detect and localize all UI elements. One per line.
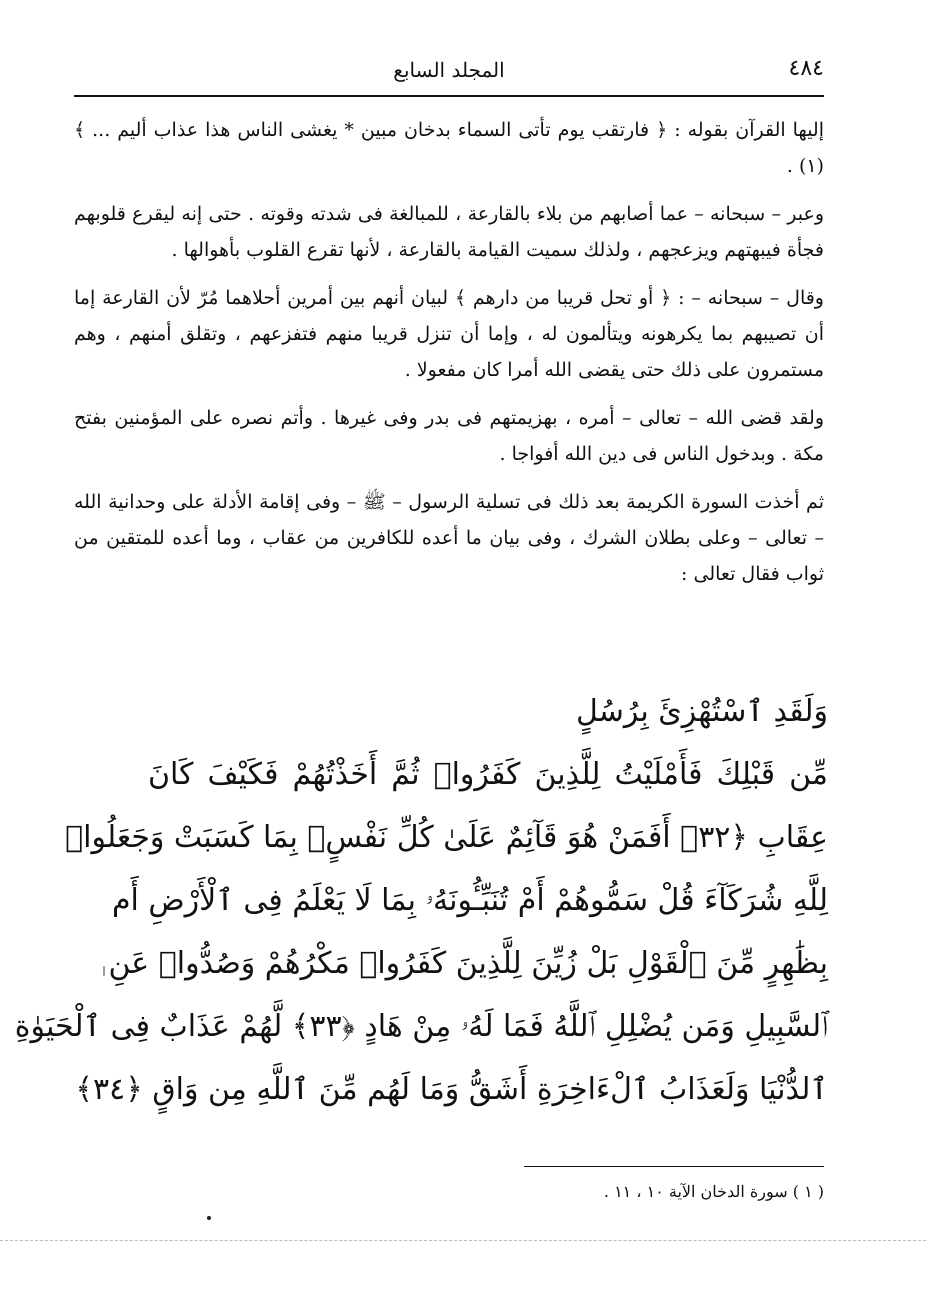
paragraph: ولقد قضى الله – تعالى – أمره ، بهزيمتهم فى بدر وفى غيرها . وأتم نصره على المؤمنين بفتح مكة . وبدخول الناس فى دين الله أفواجا . [74, 407, 824, 465]
page-header [74, 50, 824, 90]
paragraph: إليها القرآن بقوله : ﴿ فارتقب يوم تأتى السماء بدخان مبين * يغشى الناس هذا عذاب أليم ... ﴾(١) . [74, 119, 824, 177]
page-number: ٤٨٤ [788, 56, 824, 81]
scan-mark [103, 966, 105, 976]
scan-speck [207, 1216, 211, 1220]
footnote: ( ١ ) سورة الدخان الآية ١٠ ، ١١ . [603, 1182, 824, 1201]
verse-line: ٱلدُّنْيَا وَلَعَذَابُ ٱلْءَاخِرَةِ أَشَقُّ وَمَا لَهُم مِّنَ ٱللَّهِ مِن وَاقٍ ﴿٣٤﴾ [75, 1072, 828, 1107]
paragraph: ثم أخذت السورة الكريمة بعد ذلك فى تسلية الرسول – ﷺ – وفى إقامة الأدلة على وحدانية الله – تعالى – وعلى بطلان الشرك ، وفى بيان ما أعده للكافرين من عقاب ، وما أعده للمتقين من ثواب فقال تعالى : [74, 491, 824, 585]
quran-verses-block [14, 680, 828, 1121]
verse-line: عِقَابِ ﴿٣٢﴾ أَفَمَنْ هُوَ قَآئِمٌ عَلَىٰ كُلِّ نَفْسٍۭ بِمَا كَسَبَتْ وَجَعَلُوا۟ [65, 820, 828, 855]
verse-line: بِظَٰهِرٍ مِّنَ ٱلْقَوْلِ بَلْ زُيِّنَ لِلَّذِينَ كَفَرُوا۟ مَكْرُهُمْ وَصُدُّوا۟ عَنِ [108, 946, 828, 981]
commentary-text [74, 112, 824, 604]
scan-edge-line [0, 1240, 926, 1241]
verse-line: وَلَقَدِ ٱسْتُهْزِئَ بِرُسُلٍ [575, 694, 828, 729]
header-rule [74, 95, 824, 97]
verse-line: لِلَّهِ شُرَكَآءَ قُلْ سَمُّوهُمْ أَمْ تُنَبِّـُٔونَهُۥ بِمَا لَا يَعْلَمُ فِى ٱلْأَرْضِ أَم [111, 883, 828, 918]
verse-line: ٱلسَّبِيلِ وَمَن يُضْلِلِ ٱللَّهُ فَمَا لَهُۥ مِنْ هَادٍ ﴿٣٣﴾ لَّهُمْ عَذَابٌ فِى ٱلْحَيَوٰةِ [14, 1009, 828, 1044]
footnote-rule [524, 1166, 824, 1167]
verse-line: مِّن قَبْلِكَ فَأَمْلَيْتُ لِلَّذِينَ كَفَرُوا۟ ثُمَّ أَخَذْتُهُمْ فَكَيْفَ كَانَ [148, 757, 828, 792]
paragraph: وقال – سبحانه – : ﴿ أو تحل قريبا من دارهم ﴾ لبيان أنهم بين أمرين أحلاهما مُرّ لأن القارعة إما أن تصيبهم بما يكرهونه ويتألمون له ، وإما أن تنزل قريبا منهم فتفزعهم ، وتقلق أمنهم ، وهم مستمرون على ذلك حتى يقضى الله أمرا كان مفعولا . [74, 287, 824, 381]
paragraph: وعبر – سبحانه – عما أصابهم من بلاء بالقارعة ، للمبالغة فى شدته وقوته . حتى إنه ليقرع قلوبهم فجأة فيبهتهم ويزعجهم ، ولذلك سميت القيامة بالقارعة ، لأنها تقرع القلوب بأهوالها . [74, 203, 824, 261]
running-title: المجلد السابع [393, 58, 505, 82]
